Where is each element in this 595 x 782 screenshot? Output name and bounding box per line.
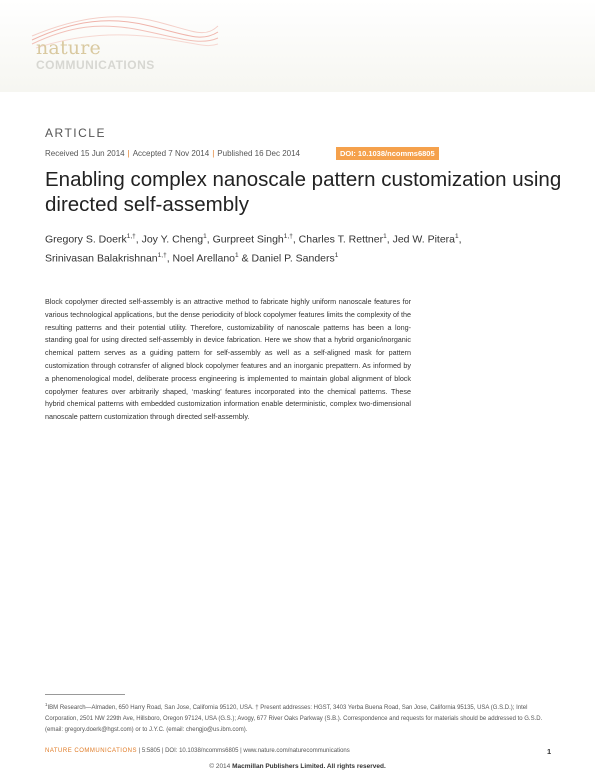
author-affiliation: 1 <box>383 233 387 240</box>
author-affiliation: 1 <box>235 251 239 259</box>
logo-communications-text: COMMUNICATIONS <box>36 58 155 72</box>
journal-footer <box>45 748 350 754</box>
page-number: 1 <box>547 747 552 756</box>
date-separator: | <box>127 149 130 158</box>
author-separator: , <box>206 233 213 246</box>
accepted-date: Accepted 7 Nov 2014 <box>132 149 210 158</box>
footnote-divider <box>45 694 125 695</box>
author-separator: , <box>292 233 299 246</box>
footer-citation[interactable]: | 5:5805 | DOI: 10.1038/ncomms6805 | www.nature.com/naturecommunications <box>138 748 350 754</box>
footnote-marker: 1 <box>45 702 48 707</box>
copyright-line <box>0 763 595 770</box>
article-type-label: ARTICLE <box>45 126 106 140</box>
author-name[interactable]: Gurpreet Singh <box>212 233 284 246</box>
author-affiliation: 1 <box>334 251 339 259</box>
author-name[interactable]: Jed W. Pitera <box>392 233 456 246</box>
logo-nature-text: nature <box>36 37 101 59</box>
author-separator: , <box>458 233 462 246</box>
author-affiliation: 1,† <box>126 233 136 240</box>
author-name[interactable]: Daniel P. Sanders <box>251 252 335 264</box>
journal-header <box>0 0 595 92</box>
article-title: Enabling complex nanoscale pattern customization using directed self-assembly <box>45 168 562 216</box>
footnote-text: IBM Research—Almaden, 650 Harry Road, San Jose, California 95120, USA. † Present addresses: HGST, 3403 Yerba Buena Road, San Jose, California 95135, USA (G.S.D.); Intel Corporation, 2501 NW 229th Ave, Hillsboro, Oregon 97124, USA (G.S.); Avogy, 677 River Oaks Parkway (S.B.). Correspondence and requests for materials should be addressed to G.S.D. (email: gregory.doerk@hgst.com) or to J.Y.C. (email: chengjo@us.ibm.com). <box>45 705 543 733</box>
author-name[interactable]: Gregory S. Doerk <box>45 233 127 246</box>
author-separator: & <box>238 252 252 264</box>
author-affiliation: 1 <box>203 233 207 240</box>
author-name[interactable]: Joy Y. Cheng <box>141 233 204 246</box>
author-affiliation: 1,† <box>283 233 293 240</box>
published-date: Published 16 Dec 2014 <box>217 149 301 158</box>
author-affiliation: 1,† <box>157 251 167 259</box>
author-separator: , <box>386 233 393 246</box>
author-separator: , <box>166 252 173 264</box>
author-separator: , <box>135 233 142 246</box>
author-affiliation: 1 <box>455 233 459 240</box>
footer-journal-name: NATURE COMMUNICATIONS <box>45 748 137 754</box>
author-name[interactable]: Charles T. Rettner <box>298 233 384 246</box>
author-name[interactable]: Noel Arellano <box>172 252 236 264</box>
date-separator: | <box>212 149 215 158</box>
author-list <box>45 229 565 266</box>
received-date: Received 15 Jun 2014 <box>45 149 125 158</box>
article-dates <box>45 149 300 158</box>
copyright-holder: Macmillan Publishers Limited. All rights reserved. <box>232 763 386 770</box>
abstract-text: Block copolymer directed self-assembly is an attractive method to fabricate highly uniform nanoscale features for various technological applications, but the dense periodicity of block copolymer features limits the complexity of the resulting patterns and their potential utility. Therefore, customizability of nanoscale patterns has been a long-standing goal for using directed self-assembly in device fabrication. Here we show that a hybrid organic/inorganic chemical pattern serves as a guiding pattern for self-assembly as well as a self-aligned mask for pattern customization through cotransfer of aligned block copolymer features and an inorganic prepattern. As informed by a phenomenological model, deliberate process engineering is implemented to maintain global alignment of block copolymer features over arbitrarily shaped, ‘masking’ features incorporated into the chemical patterns. These hybrid chemical patterns with embedded customization information enable deterministic, complex two-dimensional nanoscale pattern customization through directed self-assembly. <box>45 297 411 422</box>
doi-badge[interactable]: DOI: 10.1038/ncomms6805 <box>336 147 439 160</box>
affiliation-footnote <box>45 699 555 736</box>
copyright-year: © 2014 <box>209 763 231 770</box>
author-name[interactable]: Srinivasan Balakrishnan <box>45 252 158 264</box>
